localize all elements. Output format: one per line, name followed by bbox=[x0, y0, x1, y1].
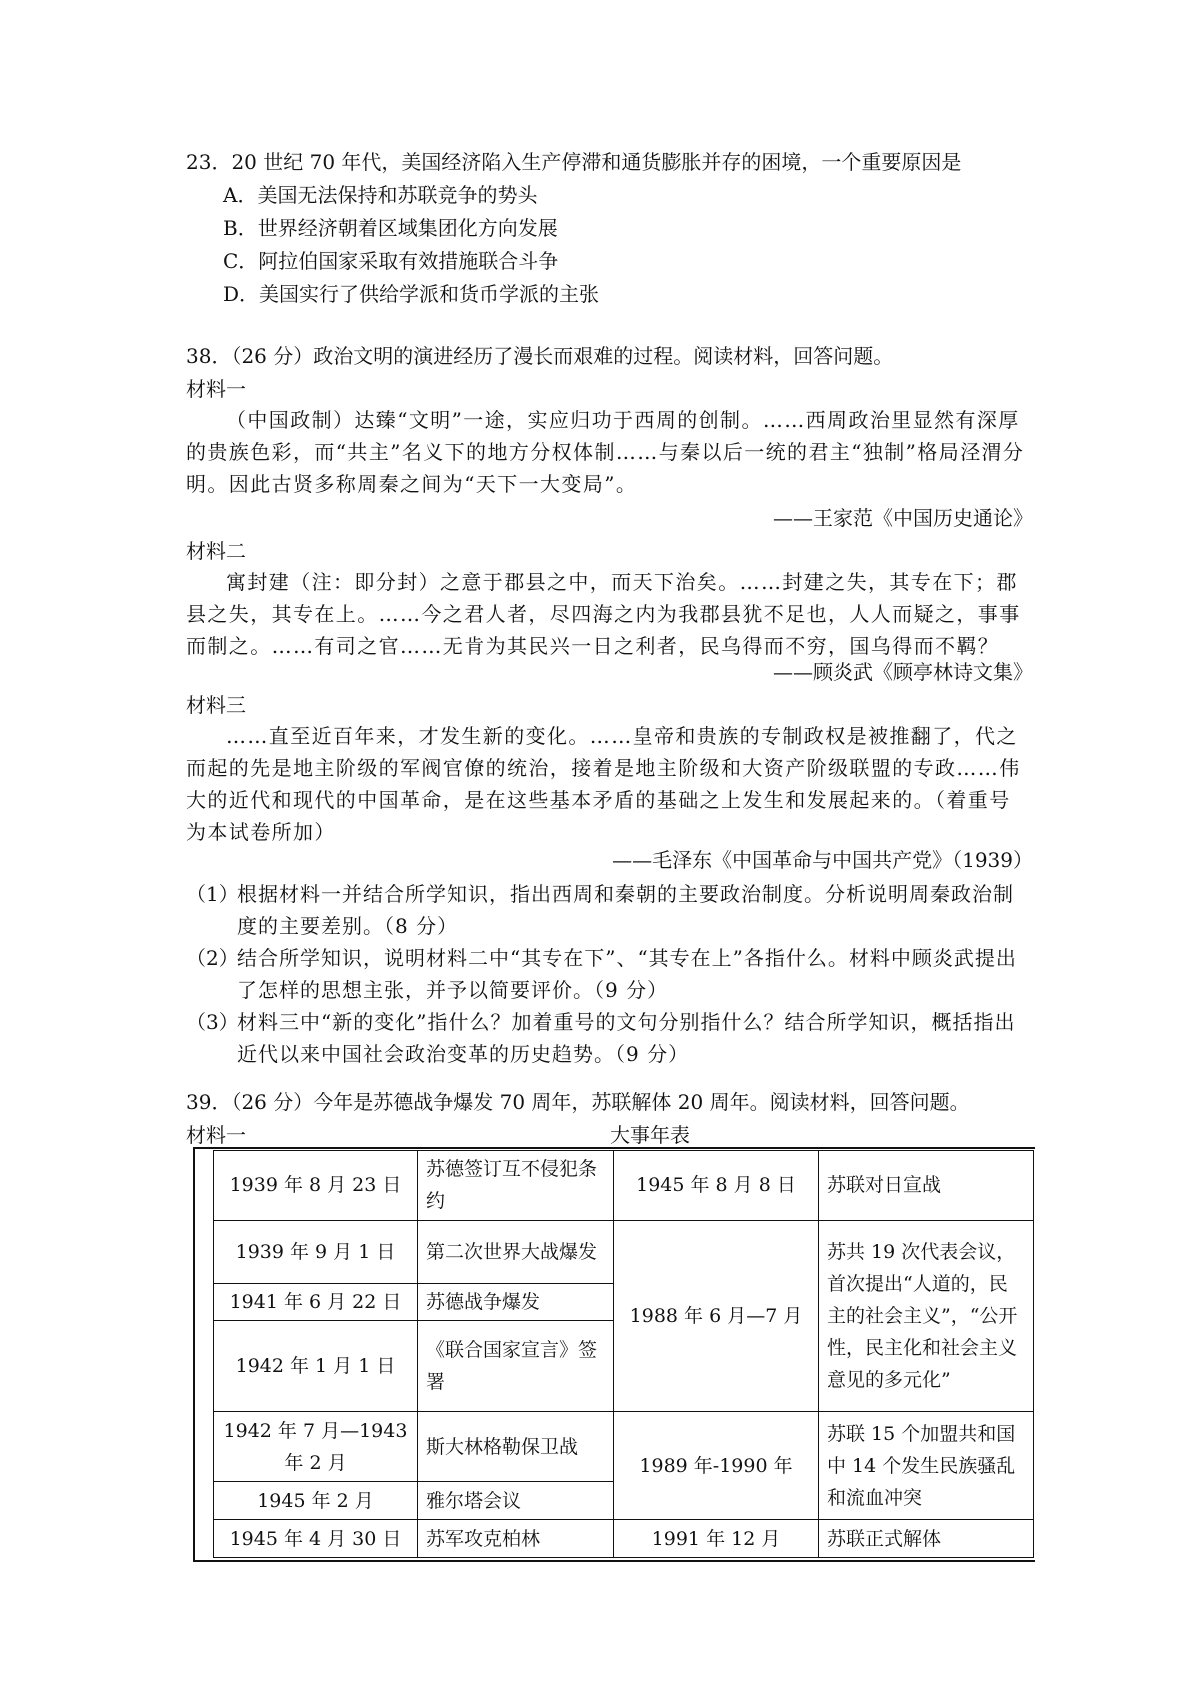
table-cell-date: 1942 年 7 月—1943 年 2 月 bbox=[214, 1412, 418, 1482]
q23-option-c: C．阿拉伯国家采取有效措施联合斗争 bbox=[223, 249, 559, 273]
material2-source: ——顾炎武《顾亭林诗文集》 bbox=[773, 660, 1033, 684]
q23-option-d: D．美国实行了供给学派和货币学派的主张 bbox=[223, 282, 600, 306]
table-outer-frame-top bbox=[193, 1147, 1035, 1149]
table-cell-event: 苏联正式解体 bbox=[819, 1520, 1034, 1558]
table-cell-date: 1942 年 1 月 1 日 bbox=[214, 1321, 418, 1412]
q38-sub3-num: （3） bbox=[186, 1010, 239, 1034]
table-cell-date: 1988 年 6 月—7 月 bbox=[614, 1220, 819, 1411]
q23-option-b: B．世界经济朝着区域集团化方向发展 bbox=[223, 216, 558, 240]
q39-material1-label: 材料一 bbox=[186, 1123, 246, 1147]
q39-stem: 39．（26 分）今年是苏德战争爆发 70 周年，苏联解体 20 周年。阅读材料，回答问题。 bbox=[186, 1090, 970, 1114]
material2-label: 材料二 bbox=[186, 539, 246, 563]
table-row bbox=[214, 1412, 1034, 1482]
table-outer-frame-bottom bbox=[193, 1560, 1035, 1562]
material1-label: 材料一 bbox=[186, 377, 246, 401]
table-row bbox=[214, 1151, 1034, 1221]
table-cell-event: 苏联 15 个加盟共和国中 14 个发生民族骚乱和流血冲突 bbox=[819, 1412, 1034, 1520]
table-cell-event: 第二次世界大战爆发 bbox=[418, 1220, 614, 1283]
table-cell-event: 苏德战争爆发 bbox=[418, 1283, 614, 1320]
table-cell-event: 雅尔塔会议 bbox=[418, 1482, 614, 1520]
material3-source: ——毛泽东《中国革命与中国共产党》（1939） bbox=[612, 848, 1033, 872]
q23-option-a: A．美国无法保持和苏联竞争的势头 bbox=[223, 183, 538, 207]
table-title: 大事年表 bbox=[610, 1123, 690, 1147]
table-cell-date: 1989 年-1990 年 bbox=[614, 1412, 819, 1520]
material1-source: ——王家范《中国历史通论》 bbox=[773, 506, 1033, 530]
material3-text: ……直至近百年来，才发生新的变化。……皇帝和贵族的专制政权是被推翻了，代之而起的先是地主阶级的军阀官僚的统治，接着是地主阶级和大资产阶级联盟的专政……伟大的近代和现代的中国革命，是在这些基本矛盾的基础之上发生和发展起来的。（着重号为本试卷所加） bbox=[186, 724, 1021, 844]
table-cell-date: 1991 年 12 月 bbox=[614, 1520, 819, 1558]
q23-stem: 23．20 世纪 70 年代，美国经济陷入生产停滞和通货膨胀并存的困境，一个重要原因是 bbox=[186, 150, 962, 174]
table-cell-event: 苏德签订互不侵犯条约 bbox=[418, 1151, 614, 1221]
table-cell-event: 苏联对日宣战 bbox=[819, 1151, 1034, 1221]
table-cell-event: 苏军攻克柏林 bbox=[418, 1520, 614, 1558]
q38-sub2-num: （2） bbox=[186, 946, 239, 970]
table-cell-date: 1941 年 6 月 22 日 bbox=[214, 1283, 418, 1320]
events-table bbox=[213, 1150, 1034, 1558]
table-cell-date: 1945 年 4 月 30 日 bbox=[214, 1520, 418, 1558]
material1-text: （中国政制）达臻“文明”一途，实应归功于西周的创制。……西周政治里显然有深厚的贵族色彩，而“共主”名义下的地方分权体制……与秦以后一统的君主“独制”格局泾渭分明。因此古贤多称周秦之间为“天下一大变局”。 bbox=[186, 408, 1025, 496]
material3-label: 材料三 bbox=[186, 693, 246, 717]
table-cell-date: 1945 年 8 月 8 日 bbox=[614, 1151, 819, 1221]
material2-text: 寓封建（注：即分封）之意于郡县之中，而天下治矣。……封建之失，其专在下；郡县之失，其专在上。……今之君人者，尽四海之内为我郡县犹不足也，人人而疑之，事事而制之。……有司之官……无肯为其民兴一日之利者，民乌得而不穷，国乌得而不羁？ bbox=[186, 570, 1021, 658]
q38-sub2-text: 结合所学知识，说明材料二中“其专在下”、“其专在上”各指什么。材料中顾炎武提出了怎样的思想主张，并予以简要评价。（9 分） bbox=[237, 946, 1017, 1002]
q38-sub1-num: （1） bbox=[186, 882, 239, 906]
table-cell-event: 斯大林格勒保卫战 bbox=[418, 1412, 614, 1482]
table-cell-event: 苏共 19 次代表会议，首次提出“人道的，民主的社会主义”，“公开性，民主化和社会主义意见的多元化” bbox=[819, 1220, 1034, 1411]
q38-sub3-text: 材料三中“新的变化”指什么？加着重号的文句分别指什么？结合所学知识，概括指出近代以来中国社会政治变革的历史趋势。（9 分） bbox=[237, 1010, 1016, 1066]
table-cell-date: 1945 年 2 月 bbox=[214, 1482, 418, 1520]
table-row bbox=[214, 1220, 1034, 1283]
table-cell-event: 《联合国家宣言》签署 bbox=[418, 1321, 614, 1412]
table-outer-frame-left bbox=[193, 1147, 195, 1561]
table-row bbox=[214, 1520, 1034, 1558]
table-cell-date: 1939 年 9 月 1 日 bbox=[214, 1220, 418, 1283]
q38-sub1-text: 根据材料一并结合所学知识，指出西周和秦朝的主要政治制度。分析说明周秦政治制度的主要差别。（8 分） bbox=[237, 882, 1014, 938]
q38-stem: 38．（26 分）政治文明的演进经历了漫长而艰难的过程。阅读材料，回答问题。 bbox=[186, 344, 894, 368]
table-cell-date: 1939 年 8 月 23 日 bbox=[214, 1151, 418, 1221]
